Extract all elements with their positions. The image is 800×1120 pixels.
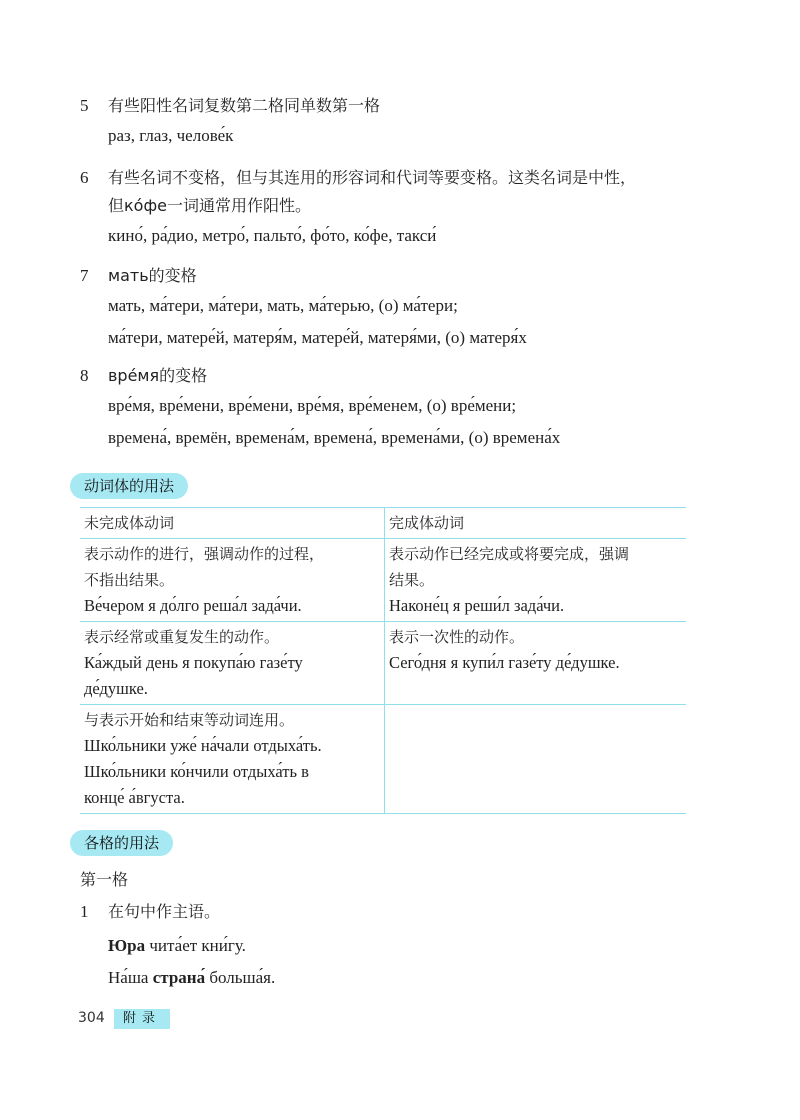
table-row xyxy=(80,705,686,814)
note-title: мать的变格 xyxy=(108,266,197,285)
note-7 xyxy=(80,264,700,350)
table-cell-empty xyxy=(385,705,687,814)
table-cell xyxy=(80,539,385,622)
bold-word: страна́ xyxy=(152,968,206,987)
note-title: вре́мя的变格 xyxy=(108,366,208,385)
note-number: 8 xyxy=(80,366,89,385)
note-number: 6 xyxy=(80,168,89,187)
cell-example: Наконе́ц я реши́л зада́чи. xyxy=(389,596,565,615)
note-5 xyxy=(80,94,700,148)
note-example: раз, глаз, челове́к xyxy=(108,126,234,145)
cell-text: 与表示开始和结束等动词连用。 xyxy=(84,711,295,729)
example-sentence xyxy=(80,934,700,958)
table-row xyxy=(80,622,686,705)
rule-number: 1 xyxy=(80,902,89,921)
note-example: ма́тери, матере́й, матеря́м, матере́й, матеря́ми, (о) матеря́х xyxy=(108,328,527,347)
case-heading: 第一格 xyxy=(80,870,129,889)
note-title: 有些名词不变格，但与其连用的形容词和代词等要变格。这类名词是中性， xyxy=(108,168,637,187)
table-cell xyxy=(385,539,687,622)
table-header-row xyxy=(80,508,686,539)
table-cell xyxy=(80,622,385,705)
table-header-imperfective: 未完成体动词 xyxy=(80,508,385,539)
table-cell xyxy=(385,622,687,705)
bold-word: Юра xyxy=(108,936,146,955)
cell-text: 表示一次性的动作。 xyxy=(389,628,525,646)
cell-text: 不指出结果。 xyxy=(84,571,175,589)
example-sentence xyxy=(80,966,700,990)
note-number: 5 xyxy=(80,96,89,115)
note-number: 7 xyxy=(80,266,89,285)
cell-text: 表示经常或重复发生的动作。 xyxy=(84,628,280,646)
note-example: вре́мя, вре́мени, вре́мени, вре́мя, вре́менем, (о) вре́мени; xyxy=(108,396,517,415)
cell-example: Ве́чером я до́лго реша́л зада́чи. xyxy=(84,596,302,615)
rule-description: 在句中作主语。 xyxy=(108,902,221,921)
cell-text: 表示动作已经完成或将要完成，强调 xyxy=(389,545,630,563)
cell-text: 结果。 xyxy=(389,571,435,589)
cell-text: 表示动作的进行，强调动作的过程， xyxy=(84,545,325,563)
table-header-perfective: 完成体动词 xyxy=(385,508,687,539)
note-example: кино́, ра́дио, метро́, пальто́, фо́то, ко́фе, такси́ xyxy=(108,226,437,245)
note-8 xyxy=(80,364,700,450)
verb-aspect-table xyxy=(80,507,686,814)
section-heading-cases: 各格的用法 xyxy=(70,830,173,856)
note-example: времена́, времён, времена́м, времена́, времена́ми, (о) времена́х xyxy=(108,428,561,447)
sentence-rest: чита́ет кни́гу. xyxy=(145,936,246,955)
sentence-start: На́ша xyxy=(108,968,153,987)
footer-section-label: 附录 xyxy=(114,1009,170,1029)
note-title-cont: 但ко́фе一词通常用作阳性。 xyxy=(108,196,311,215)
cell-example: Шко́льники уже́ на́чали отдыха́ть. xyxy=(84,736,322,755)
note-title: 有些阳性名词复数第二格同单数第一格 xyxy=(108,96,381,115)
note-example: мать, ма́тери, ма́тери, мать, ма́терью, (о) ма́тери; xyxy=(108,296,458,315)
page-number: 304 xyxy=(78,1010,105,1026)
case-1 xyxy=(80,868,700,990)
section-heading-verb-aspect: 动词体的用法 xyxy=(70,473,188,499)
cell-example: Ка́ждый день я покупа́ю газе́ту xyxy=(84,653,303,672)
table-cell xyxy=(80,705,385,814)
sentence-rest: больша́я. xyxy=(205,968,276,987)
note-6 xyxy=(80,166,700,248)
table-row xyxy=(80,539,686,622)
cell-example: де́душке. xyxy=(84,679,148,698)
cell-example: Сего́дня я купи́л газе́ту де́душке. xyxy=(389,653,620,672)
cell-example: конце́ а́вгуста. xyxy=(84,788,185,807)
cell-example: Шко́льники ко́нчили отдыха́ть в xyxy=(84,762,309,781)
